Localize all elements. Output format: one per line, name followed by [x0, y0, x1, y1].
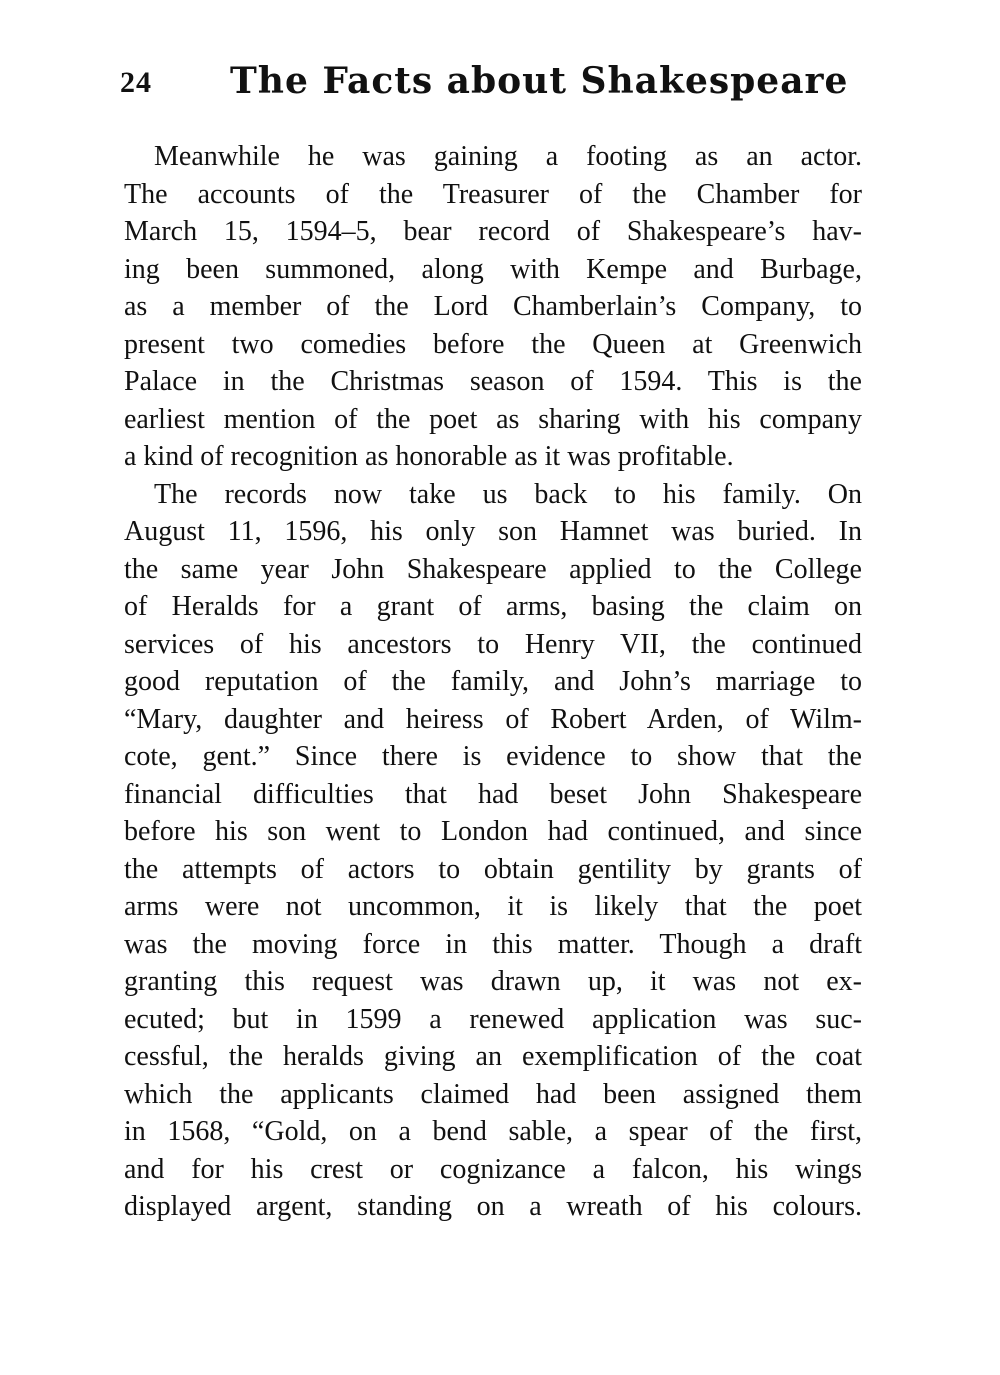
text-line: a kind of recognition as honorable as it was profitable.: [124, 441, 734, 472]
text-line: August 11, 1596, his only son Hamnet was buried. In: [124, 516, 862, 547]
text-line: cote, gent.” Since there is evidence to show that the: [124, 741, 862, 772]
body-text: [124, 138, 862, 1226]
text-line: ecuted; but in 1599 a renewed application was suc-: [124, 1003, 862, 1035]
text-line: earliest mention of the poet as sharing with his company: [124, 403, 862, 435]
text-line: present two comedies before the Queen at Greenwich: [124, 328, 862, 360]
text-line: and for his crest or cognizance a falcon, his wings: [124, 1153, 862, 1185]
text-line: displayed argent, standing on a wreath of his colours.: [124, 1191, 862, 1222]
text-line: services of his ancestors to Henry VII, the continued: [124, 628, 862, 660]
text-line: cessful, the heralds giving an exemplification of the coat: [124, 1041, 862, 1072]
text-line: which the applicants claimed had been assigned them: [124, 1078, 862, 1110]
text-line: Palace in the Christmas season of 1594. This is the: [124, 366, 862, 397]
text-line: “Mary, daughter and heiress of Robert Arden, of Wilm-: [124, 703, 862, 735]
text-line: in 1568, “Gold, on a bend sable, a spear of the first,: [124, 1116, 862, 1147]
text-line: ing been summoned, along with Kempe and Burbage,: [124, 253, 862, 285]
text-line: Meanwhile he was gaining a footing as an actor.: [154, 141, 862, 172]
page-number: 24: [120, 66, 152, 99]
text-line: arms were not uncommon, it is likely that the poet: [124, 891, 862, 922]
text-line: was the moving force in this matter. Though a draft: [124, 928, 862, 960]
text-line: granting this request was drawn up, it was not ex-: [124, 966, 862, 997]
text-line: The records now take us back to his family. On: [154, 478, 862, 510]
running-title: The Facts about Shakespeare: [230, 60, 849, 102]
paragraph-1: [124, 138, 862, 476]
text-line: the same year John Shakespeare applied to the College: [124, 553, 862, 585]
text-line: March 15, 1594–5, bear record of Shakespeare’s hav-: [124, 216, 862, 247]
text-line: as a member of the Lord Chamberlain’s Company, to: [124, 291, 862, 322]
text-line: the attempts of actors to obtain gentility by grants of: [124, 853, 862, 885]
paragraph-2: [124, 476, 862, 1226]
text-line: of Heralds for a grant of arms, basing the claim on: [124, 591, 862, 622]
text-line: good reputation of the family, and John’s marriage to: [124, 666, 862, 697]
text-line: financial difficulties that had beset John Shakespeare: [124, 778, 862, 810]
text-line: before his son went to London had continued, and since: [124, 816, 862, 847]
running-head: [120, 60, 860, 110]
text-line: The accounts of the Treasurer of the Chamber for: [124, 178, 862, 210]
